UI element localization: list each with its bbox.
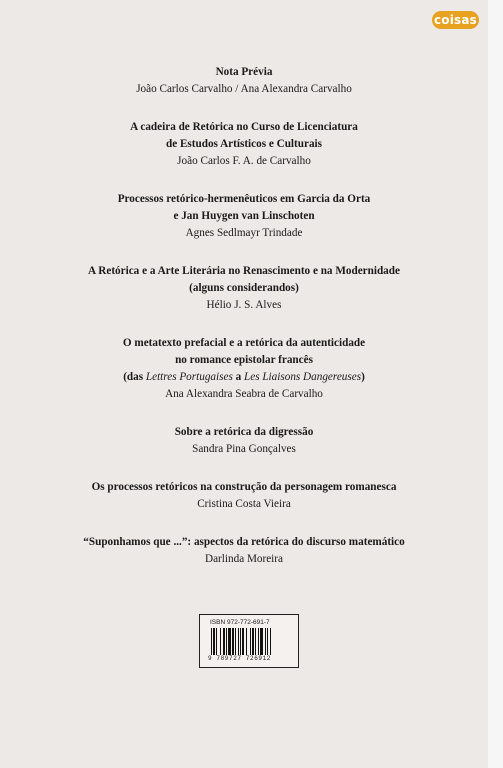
- entry-title-line: no romance epistolar francês: [175, 354, 313, 366]
- toc-entry: [0, 263, 488, 314]
- entry-author: Cristina Costa Vieira: [197, 498, 291, 510]
- entry-author: João Carlos F. A. de Carvalho: [177, 155, 311, 167]
- entry-author: Hélio J. S. Alves: [206, 299, 282, 311]
- toc-entry: [0, 479, 488, 513]
- work-title: Lettres Portugaises: [145, 371, 233, 383]
- toc-entry: [0, 119, 488, 170]
- entry-title-line: Processos retórico-hermenêuticos em Garcia da Orta: [117, 193, 371, 205]
- entry-title: Os processos retóricos na construção da personagem romanesca: [91, 481, 397, 493]
- toc-entry: [0, 534, 488, 568]
- subtitle-close: ): [361, 371, 365, 383]
- entry-title-line: O metatexto prefacial e a retórica da autenticidade: [122, 337, 366, 349]
- publisher-logo-text: coisas: [433, 13, 478, 27]
- entry-title: Nota Prévia: [215, 66, 273, 78]
- publisher-logo: [432, 11, 479, 29]
- subtitle-open: (das: [123, 371, 146, 383]
- work-title: Les Liaisons Dangereuses: [244, 371, 362, 383]
- entry-title: “Suponhamos que ...”: aspectos da retórica do discurso matemático: [83, 536, 405, 548]
- subtitle-mid: a: [232, 371, 244, 383]
- entry-author: João Carlos Carvalho / Ana Alexandra Carvalho: [136, 83, 352, 95]
- entry-title-line: (alguns considerandos): [189, 282, 299, 294]
- toc-entry: [0, 424, 488, 458]
- entry-title: Sobre a retórica da digressão: [174, 426, 314, 438]
- entry-title-line: de Estudos Artísticos e Culturais: [165, 138, 322, 150]
- entry-author: Sandra Pina Gonçalves: [192, 443, 296, 455]
- toc-entry: [0, 191, 488, 242]
- page-edge: [488, 0, 503, 768]
- isbn-text: ISBN 972-772-691-7: [210, 619, 270, 626]
- barcode-icon: [211, 628, 287, 655]
- entry-title-line: e Jan Huygen van Linschoten: [173, 210, 315, 222]
- entry-title-line: A cadeira de Retórica no Curso de Licenciatura: [130, 121, 358, 133]
- toc-entry: [0, 64, 488, 98]
- barcode-label: [199, 614, 299, 668]
- barcode-number: 9 789727 726912: [208, 655, 272, 662]
- entry-author: Agnes Sedlmayr Trindade: [185, 227, 303, 239]
- entry-subtitle: [0, 369, 488, 386]
- entry-title-line: A Retórica e a Arte Literária no Renascimento e na Modernidade: [88, 265, 400, 277]
- entry-author: Darlinda Moreira: [205, 553, 283, 565]
- entry-author: Ana Alexandra Seabra de Carvalho: [165, 388, 323, 400]
- toc-entry: [0, 335, 488, 403]
- table-of-contents: [0, 64, 488, 589]
